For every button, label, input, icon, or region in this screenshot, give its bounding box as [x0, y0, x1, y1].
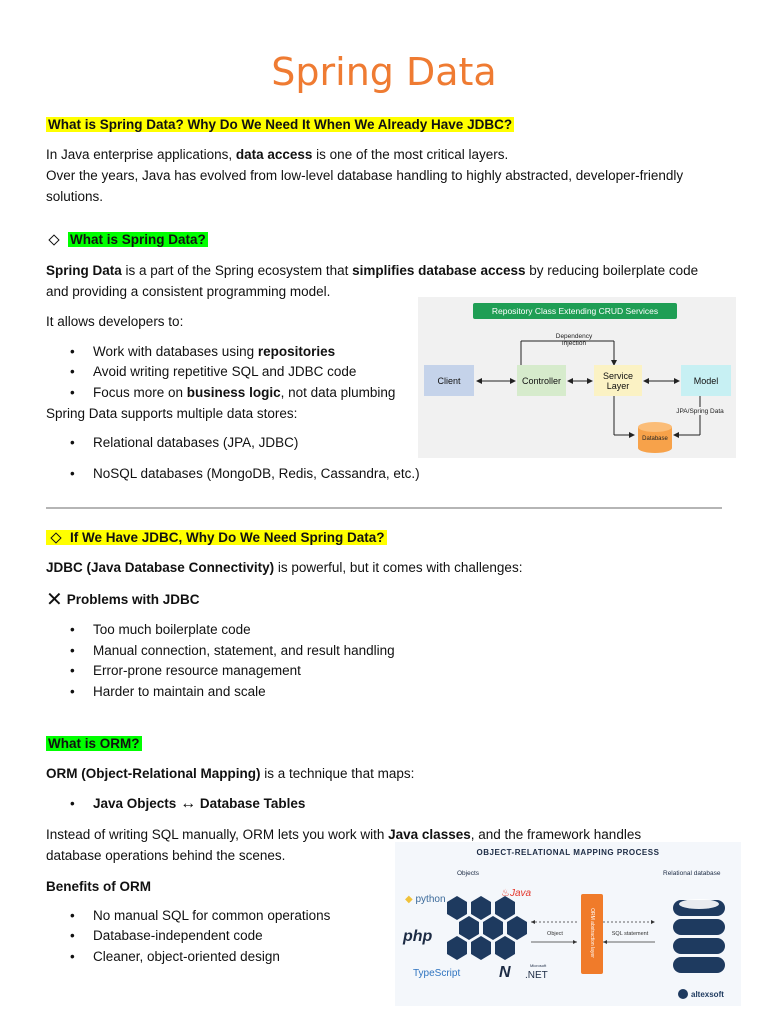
page-title: Spring Data: [271, 50, 497, 94]
problems-heading: ✕ Problems with JDBC: [46, 589, 200, 611]
repository-banner: Repository Class Extending CRUD Services: [473, 303, 677, 319]
cross-mark-icon: ✕: [46, 589, 63, 611]
orm-diagram-title: OBJECT-RELATIONAL MAPPING PROCESS: [476, 848, 660, 857]
diamond-bullet-icon: [48, 234, 59, 245]
list-item: • Cleaner, object-oriented design: [70, 949, 280, 964]
dotnet-logo-icon: N: [499, 964, 511, 981]
section-heading-intro: What is Spring Data? Why Do We Need It When We Already Have JDBC?: [48, 117, 513, 132]
intro-paragraph: In Java enterprise applications, data access is one of the most critical layers.: [46, 147, 509, 162]
definition-line-2: and providing a consistent programming model.: [46, 284, 331, 299]
orm-paragraph: ORM (Object-Relational Mapping) is a technique that maps:: [46, 766, 415, 781]
instead-paragraph: Instead of writing SQL manually, ORM lets you work with Java classes, and the framework handles: [46, 827, 642, 842]
list-item: • Work with databases using repositories: [70, 344, 336, 359]
list-item: • Database-independent code: [70, 928, 263, 943]
diamond-bullet-icon: [50, 532, 61, 543]
benefits-heading: Benefits of ORM: [46, 879, 152, 894]
dependency-injection-label: Dependency Injection: [555, 333, 593, 347]
orm-process-diagram: [395, 842, 741, 1006]
client-box: Client: [424, 365, 474, 396]
list-item: • Avoid writing repetitive SQL and JDBC code: [70, 364, 357, 379]
list-item: • Too much boilerplate code: [70, 622, 251, 637]
model-box: Model: [681, 365, 731, 396]
list-item: • Relational databases (JPA, JDBC): [70, 435, 299, 450]
spring-architecture-diagram: [418, 297, 736, 458]
altexsoft-brand: altexsoft: [691, 990, 724, 999]
microsoft-label: Microsoft: [530, 963, 547, 968]
list-item: • Java Objects ↔ Database Tables: [70, 795, 306, 812]
bidirectional-arrow-icon: ↔: [180, 795, 197, 812]
section-heading-why-spring-data: If We Have JDBC, Why Do We Need Spring Data?: [46, 527, 387, 548]
database-label: Database: [642, 436, 668, 442]
relational-db-label: Relational database: [663, 870, 721, 877]
orm-hexagon-cluster: [395, 842, 741, 1006]
list-item: • NoSQL databases (MongoDB, Redis, Cassandra, etc.): [70, 466, 420, 481]
stores-intro: Spring Data supports multiple data stores:: [46, 406, 298, 421]
list-item: • Manual connection, statement, and result handling: [70, 643, 395, 658]
object-arrow-label: Object: [547, 931, 563, 937]
list-item: • Error-prone resource management: [70, 663, 301, 678]
sql-statement-arrow-label: SQL statement: [611, 931, 649, 937]
list-item: • Harder to maintain and scale: [70, 684, 266, 699]
list-item: • Focus more on business logic, not data plumbing: [70, 385, 396, 400]
service-layer-box: Service Layer: [594, 365, 642, 396]
definition-paragraph: Spring Data is a part of the Spring ecosystem that simplifies database access by reducing boilerplate code: [46, 263, 699, 278]
jdbc-paragraph: JDBC (Java Database Connectivity) is powerful, but it comes with challenges:: [46, 560, 523, 575]
controller-box: Controller: [517, 365, 566, 396]
dotnet-label: .NET: [525, 970, 548, 981]
objects-label: Objects: [457, 870, 480, 877]
evolve-line-1: Over the years, Java has evolved from low-level database handling to highly abstracted, developer-friendly: [46, 168, 684, 183]
python-logo-text: ◆ python: [405, 894, 446, 905]
java-logo-text: ♨Java: [501, 888, 532, 899]
evolve-line-2: solutions.: [46, 189, 104, 204]
php-logo-text: php: [403, 928, 433, 945]
list-item: • No manual SQL for common operations: [70, 908, 331, 923]
typescript-logo-text: TypeScript: [413, 968, 461, 979]
section-heading-orm: What is ORM?: [48, 736, 140, 751]
python-icon: ◆: [405, 894, 413, 905]
section-divider: [46, 507, 722, 509]
allows-label: It allows developers to:: [46, 314, 184, 329]
java-cup-icon: ♨: [501, 888, 510, 899]
orm-layer-label: ORM abstraction layer: [589, 908, 595, 958]
section-heading-what-is: What is Spring Data?: [46, 229, 208, 250]
instead-line-2: database operations behind the scenes.: [46, 848, 286, 863]
jpa-label: JPA/Spring Data: [676, 408, 724, 415]
